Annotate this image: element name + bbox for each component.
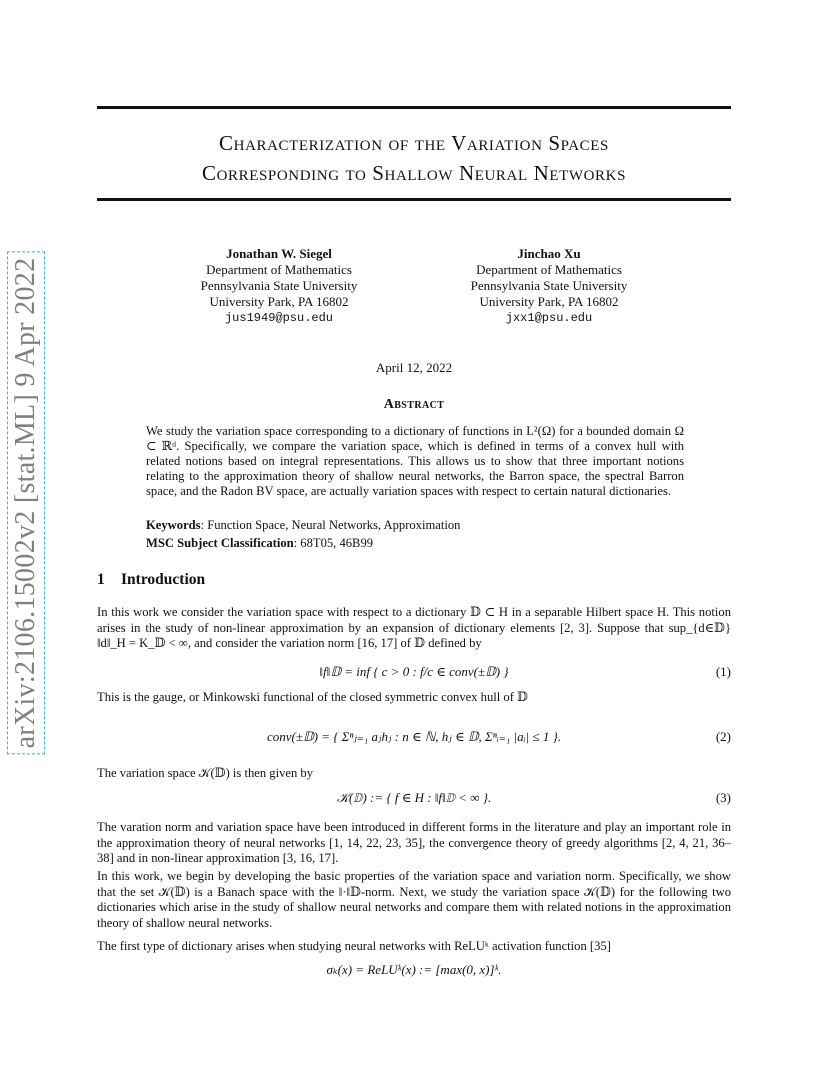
keywords-line: [146, 518, 460, 533]
equation-1-body: ‖f‖𝔻 = inf { c > 0 : f/c ∈ conv(±𝔻) }: [319, 664, 509, 679]
equation-3-number: (3): [715, 790, 731, 805]
author-block-2: [434, 246, 664, 326]
msc-label: MSC Subject Classification: [146, 536, 294, 550]
author-address: University Park, PA 16802: [479, 294, 619, 309]
author-university: Pennsylvania State University: [200, 278, 358, 293]
title-line-1: Characterization of the Variation Spaces: [219, 131, 609, 155]
equation-1-number: (1): [715, 664, 731, 679]
keywords-text: : Function Space, Neural Networks, Approximation: [200, 518, 461, 532]
arxiv-identifier[interactable]: arXiv:2106.15002v2 [stat.ML] 9 Apr 2022: [10, 255, 42, 752]
paragraph-6: The first type of dictionary arises when studying neural networks with ReLUᵏ activation function [35]: [97, 939, 611, 953]
author-name: Jonathan W. Siegel: [226, 246, 332, 261]
equation-3-body: 𝒦(𝔻) := { f ∈ H : ‖f‖𝔻 < ∞ }.: [336, 790, 492, 805]
abstract-heading: Abstract: [383, 397, 445, 412]
equation-4-body: σₖ(x) = ReLUᵏ(x) := [max(0, x)]ᵏ.: [326, 962, 502, 977]
equation-2-body: conv(±𝔻) = { Σⁿⱼ₌₁ aⱼhⱼ : n ∈ ℕ, hⱼ ∈ 𝔻, Σⁿᵢ₌₁ |aᵢ| ≤ 1 }.: [266, 729, 562, 744]
author-address: University Park, PA 16802: [209, 294, 349, 309]
author-email: jxx1@psu.edu: [505, 311, 593, 325]
author-name: Jinchao Xu: [517, 246, 581, 261]
arxiv-sidebar[interactable]: [6, 258, 46, 748]
msc-line: [146, 536, 373, 551]
paper-date: April 12, 2022: [375, 360, 453, 375]
paragraph-4: The varation norm and variation space have been introduced in different forms in the literature and play an important role in the approximation theory of neural networks [1, 14, 22, 23, 35], the convergence theory of greedy algorithms [2, 4, 21, 36–38] and in non-linear approximation [3, 16, 17].: [97, 820, 731, 865]
author-email: jus1949@psu.edu: [224, 311, 334, 325]
top-rule: [97, 106, 731, 109]
msc-text: : 68T05, 46B99: [293, 536, 374, 550]
paragraph-1: In this work we consider the variation space with respect to a dictionary 𝔻 ⊂ H in a separable Hilbert space H. This notion arises in the study of non-linear approximation by an expansion of dictionary elements [2, 3]. Suppose that sup_{d∈𝔻} ‖d‖_H = K_𝔻 < ∞, and consider the variation norm [16, 17] of 𝔻 defined by: [97, 605, 731, 650]
title-line-2: Corresponding to Shallow Neural Networks: [201, 161, 627, 185]
abstract-body: We study the variation space corresponding to a dictionary of functions in L²(Ω) for a bounded domain Ω ⊂ ℝᵈ. Specifically, we compare the variation space, which is defined in terms of a convex hull with related notions based on integral representations. This allows us to show that three important notions relating to the approximation theory of shallow neural networks, the Barron space, the spectral Barron space, and the Radon BV space, are actually variation spaces with respect to certain natural dictionaries.: [146, 424, 684, 498]
author-block-1: [164, 246, 394, 326]
keywords-label: Keywords: [146, 518, 201, 532]
author-university: Pennsylvania State University: [470, 278, 628, 293]
author-dept: Department of Mathematics: [476, 262, 622, 277]
paper-title: [97, 128, 731, 188]
author-dept: Department of Mathematics: [206, 262, 352, 277]
section-title: Introduction: [121, 571, 206, 588]
title-bottom-rule: [97, 198, 731, 201]
paragraph-3: The variation space 𝒦(𝔻) is then given by: [97, 766, 314, 780]
section-number: 1: [97, 571, 105, 588]
section-heading: [97, 571, 205, 589]
equation-2-number: (2): [715, 729, 731, 744]
paragraph-5: In this work, we begin by developing the basic properties of the variation space and variation norm. Specifically, we show that the set 𝒦(𝔻) is a Banach space with the ‖·‖𝔻-norm. Next, we study the variation space 𝒦(𝔻) for the following two dictionaries which arise in the study of shallow neural networks and compare them with related notions in the approximation theory of shallow neural networks.: [97, 869, 731, 930]
paragraph-2: This is the gauge, or Minkowski functional of the closed symmetric convex hull of 𝔻: [97, 690, 528, 704]
